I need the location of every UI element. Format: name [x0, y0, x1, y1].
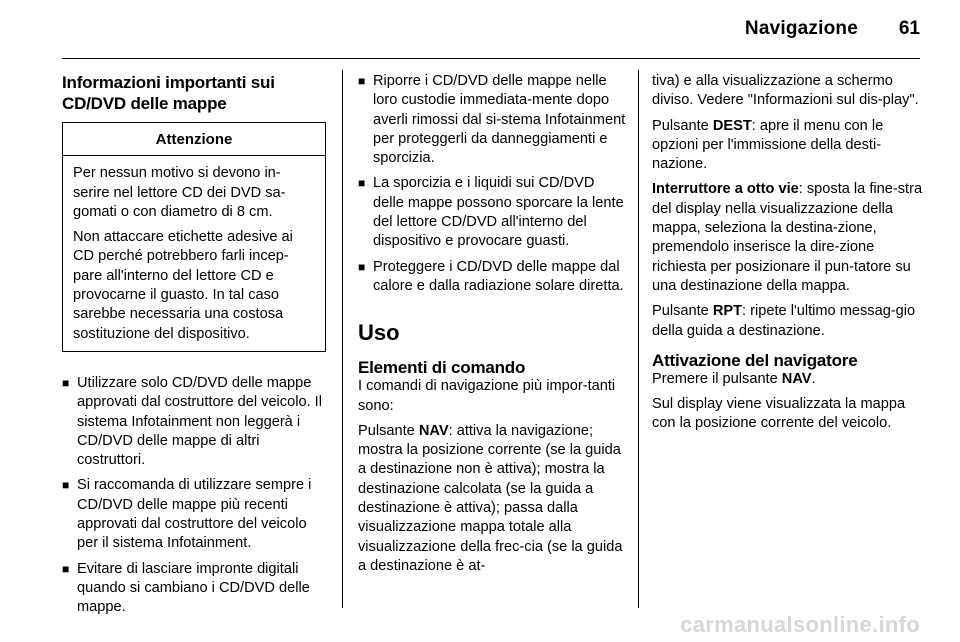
dest-button-description: [652, 117, 924, 175]
subheading-activation: Attivazione del navigatore: [652, 350, 858, 370]
header-rule: [62, 58, 920, 59]
list-item-text: Utilizzare solo CD/DVD delle mappe approvati dal costruttore del veicolo. Il sistema Infotainment non leggerà i CD/DVD delle mappe di altri costruttori.: [77, 374, 322, 469]
bullet-icon: ■: [358, 259, 366, 274]
bullet-icon: ■: [62, 375, 70, 390]
switch-description: [652, 180, 924, 296]
chapter-heading: Uso: [358, 320, 400, 346]
list-item: [358, 258, 626, 297]
display-description: Sul display viene visualizzata la mappa con la posizione corrente del veicolo.: [652, 396, 906, 432]
list-item-text: Si raccomanda di utilizzare sempre i CD/DVD delle mappe più recenti approvati dal costruttore del veicolo per il sistema Infotainment.: [77, 477, 312, 552]
watermark: carmanualsonline.info: [680, 612, 920, 637]
activation-instruction: [652, 370, 924, 389]
punctuation: .: [811, 370, 816, 387]
column-1: [62, 72, 326, 624]
label-prefix: Pulsante: [652, 117, 713, 134]
warning-paragraph: Non attaccare etichette adesive ai CD perché potrebbero farli incep-pare all'interno del lettore CD e provocarne il guasto. In tal caso sarebbe necessaria una costosa sostituzione del dispositivo.: [73, 229, 293, 342]
page-number: 61: [898, 18, 920, 39]
label-prefix: Pulsante: [358, 422, 419, 439]
dest-description: : apre il menu con le opzioni per l'immissione della desti-nazione.: [652, 117, 884, 173]
rpt-key-label: RPT: [712, 303, 743, 320]
column-divider-2: [638, 70, 639, 608]
list-item: [358, 72, 626, 168]
list-item: [62, 476, 326, 553]
warning-body: [63, 156, 325, 351]
column-2: [358, 72, 626, 582]
nav-key-label: NAV: [781, 370, 812, 387]
nav-description: : attiva la navigazione; mostra la posizione corrente (se la guida a destinazione non è attiva); mostra la destinazione calcolata (se la guida a destinazione è attiva); passa dalla visualizzazione mappa totale alla visualizzazione della frec-cia (se la guida a destinazione è at-: [358, 422, 623, 574]
bullet-icon: ■: [358, 74, 366, 88]
bullet-icon: ■: [62, 478, 70, 493]
intro-text: I comandi di navigazione più impor-tanti sono:: [358, 378, 616, 414]
header-title: Navigazione: [744, 18, 858, 39]
list-item: [62, 560, 326, 618]
rpt-button-description: [652, 302, 924, 341]
label-prefix: Pulsante: [652, 303, 713, 320]
bullet-list: [358, 72, 626, 296]
list-item: [62, 374, 326, 470]
nav-key-label: NAV: [418, 422, 449, 439]
list-item: [358, 174, 626, 251]
label-prefix: Premere il pulsante: [652, 370, 782, 387]
list-item-text: La sporcizia e i liquidi sui CD/DVD delle mappe possono sporcare la lente del lettore CD/DVD all'interno del dispositivo e provocare guasti.: [373, 175, 624, 250]
switch-description-text: : sposta la fine-stra del display nella visualizzazione della mappa, seleziona la destina-zione, premendolo inserisce la dire-zione richiesta per posizionare il pun-tatore su una destinazione della mappa.: [652, 181, 923, 294]
column-divider-1: [342, 70, 343, 608]
subheading-controls: Elementi di comando: [358, 358, 526, 378]
list-item-text: Riporre i CD/DVD delle mappe nelle loro custodie immediata-mente dopo averli rimossi dal si-stema Infotainment per proteggerli da danneggiamenti e sporcizia.: [373, 73, 626, 167]
switch-key-label: Interruttore a otto vie: [652, 181, 799, 198]
warning-box: [62, 122, 326, 352]
warning-paragraph: Per nessun motivo si devono in-serire nel lettore CD dei DVD sa-gomati o con diametro di 8 cm.: [73, 165, 286, 220]
list-item-text: Evitare di lasciare impronte digitali quando si cambiano i CD/DVD delle mappe.: [77, 560, 310, 616]
bullet-list: [62, 374, 326, 618]
bullet-icon: ■: [62, 561, 70, 576]
continuation-text: tiva) e alla visualizzazione a schermo diviso. Vedere "Informazioni sul dis-play".: [652, 73, 919, 109]
warning-title: Attenzione: [63, 123, 325, 156]
dest-key-label: DEST: [712, 117, 752, 134]
rpt-description: : ripete l'ultimo messag-gio della guida a destinazione.: [652, 303, 916, 339]
section-title: Informazioni importanti sui CD/DVD delle mappe: [62, 73, 275, 113]
list-item-text: Proteggere i CD/DVD delle mappe dal calore e dalla radiazione solare diretta.: [373, 258, 624, 294]
bullet-icon: ■: [358, 176, 366, 191]
column-3: [652, 72, 924, 440]
nav-button-description: [358, 422, 626, 576]
